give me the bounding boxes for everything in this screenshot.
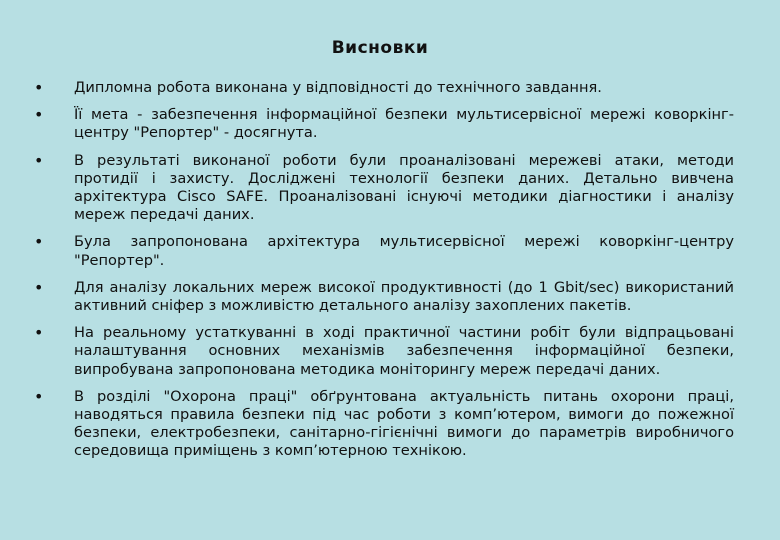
bullet-item: • Для аналізу локальних мереж високої продуктивності (до 1 Gbit/sec) використаний активний сніфер з можливістю детального аналізу захоплених пакетів. [74, 279, 734, 315]
bullet-item: • Була запропонована архітектура мультисервісної мережі коворкінг-центру "Репортер". [74, 233, 734, 269]
slide-title: Висновки [331, 38, 429, 58]
bullet-item: • В розділі "Охорона праці" обґрунтована актуальність питань охорони праці, наводяться правила безпеки під час роботи з комп’ютером, вимоги до пожежної безпеки, електробезпеки, санітарно-гігієнічні вимоги до параметрів виробничого середовища приміщень з комп’ютерною технікою. [74, 388, 734, 461]
bullet-list [74, 79, 734, 470]
bullet-item: • На реальному устаткуванні в ході практичної частини робіт були відпрацьовані налаштування основних механізмів забезпечення інформаційної безпеки, випробувана запропонована методика моніторингу мереж передачі даних. [74, 324, 734, 379]
bullet-item: • Дипломна робота виконана у відповідності до технічного завдання. [74, 79, 734, 97]
bullet-item: • В результаті виконаної роботи були проаналізовані мережеві атаки, методи протидії і захисту. Досліджені технології безпеки даних. Детально вивчена архітектура Cisco SAFE. Проаналізовані існуючі методики діагностики і аналізу мереж передачі даних. [74, 152, 734, 225]
bullet-item: • Її мета - забезпечення інформаційної безпеки мультисервісної мережі коворкінг-центру "Репортер" - досягнута. [74, 106, 734, 142]
